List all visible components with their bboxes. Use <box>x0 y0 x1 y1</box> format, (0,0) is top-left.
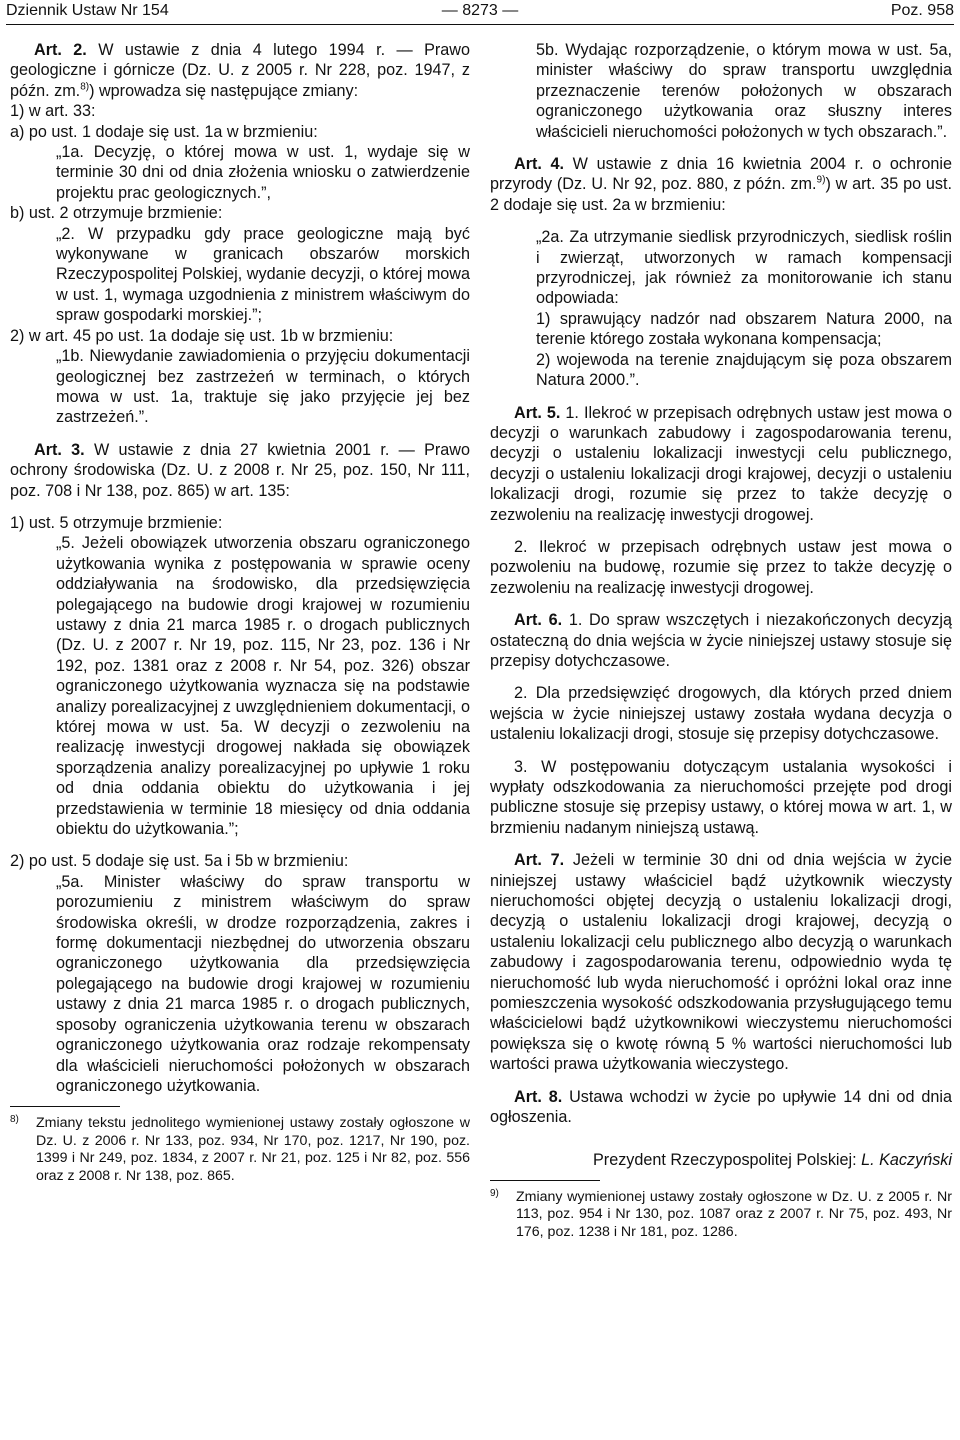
journal-title: Dziennik Ustaw Nr 154 <box>6 2 169 19</box>
article-6-par-3: 3. W postępowaniu dotyczącym ustalania wysokości i wypłaty odszkodowania za nieruchomości przejęte pod drogi publiczne stosuje się przepisy ustawy, o której mowa w art. 1, w brzmieniu nadanym niniejszą ustawą. <box>490 757 952 837</box>
article-4-text-end: ) w art. 35 po ust. 2 dodaje się ust. 2a w brzmieniu: <box>490 175 952 214</box>
footnote-8-text: Zmiany tekstu jednolitego wymienionej ustawy zostały ogłoszone w Dz. U. z 2006 r. Nr 133, poz. 934, Nr 170, poz. 1217, Nr 190, poz. 1399 i Nr 249, poz. 1834, z 2007 r. Nr 21, poz. 125 i Nr 82, poz. 556 oraz z 2008 r. Nr 138, poz. 865. <box>36 1115 470 1184</box>
article-3 <box>10 440 470 501</box>
article-6 <box>490 610 952 671</box>
article-6-text: 1. Do spraw wszczętych i niezakończonych decyzją ostateczną do dnia wejścia w życie niniejszej ustawy stosuje się przepisy dotychczasowe. <box>490 611 952 670</box>
amended-text-5b: 5b. Wydając rozporządzenie, o którym mowa w ust. 5a, minister właściwy do spraw transportu uwzględnia przeznaczenie terenów położonych w obszarach ograniczonego użytkowania oraz słuszny interes właścicieli nieruchomości położonych w tych obszarach.”. <box>536 41 952 141</box>
article-6-label: Art. 6. <box>514 611 563 630</box>
amendment-point-2: 2) w art. 45 po ust. 1a dodaje się ust. 1b w brzmieniu: <box>10 326 394 345</box>
footnote-8-mark: 8) <box>10 1114 19 1126</box>
article-8-label: Art. 8. <box>514 1087 563 1106</box>
article-3-text: W ustawie z dnia 27 kwietnia 2001 r. — Prawo ochrony środowiska (Dz. U. z 2008 r. Nr 25, poz. 150, Nr 111, poz. 708 i Nr 138, poz. 865) w art. 135: <box>10 440 470 500</box>
article-5 <box>490 403 952 525</box>
article-8-text: Ustawa wchodzi w życie po upływie 14 dni od dnia ogłoszenia. <box>490 1087 952 1127</box>
header-rule <box>6 24 954 25</box>
right-column <box>490 40 952 1241</box>
amended-text-2a-point-2: 2) wojewoda na terenie znajdującym się poza obszarem Natura 2000.”. <box>536 350 952 390</box>
footnote-9 <box>490 1189 952 1242</box>
article-3-label: Art. 3. <box>34 440 85 459</box>
signature-title: Prezydent Rzeczypospolitej Polskiej: <box>593 1150 862 1169</box>
article-8 <box>490 1087 952 1128</box>
position-number: Poz. 958 <box>890 2 954 19</box>
footnote-ref-9: 9) <box>816 175 826 187</box>
footnote-8 <box>10 1115 470 1185</box>
footnote-9-text: Zmiany wymienionej ustawy zostały ogłoszone w Dz. U. z 2005 r. Nr 113, poz. 954 i Nr 130, poz. 1087 oraz z 2007 r. Nr 75, poz. 493, Nr 176, poz. 1238 i Nr 181, poz. 1286. <box>516 1188 952 1240</box>
footnote-9-mark: 9) <box>490 1187 499 1199</box>
amendment-sub-a: a) po ust. 1 dodaje się ust. 1a w brzmieniu: <box>10 122 318 141</box>
left-column <box>10 40 470 1185</box>
article-5-label: Art. 5. <box>514 403 561 422</box>
amended-text-5a: „5a. Minister właściwy do spraw transportu w porozumieniu z ministrem właściwym do spraw środowiska określi, w drodze rozporządzenia, zakres i formę dokumentacji niezbędnej do utworzenia obszaru ograniczonego użytkowania dla przedsięwzięcia polegającego na budowie drogi krajowej w rozumieniu ustawy z dnia 21 marca 1985 r. o drogach publicznych, sposoby ograniczenia użytkowania terenu w obszarach ograniczonego użytkowania oraz rodzaje rekompensaty dla właścicieli nieruchomości położonych w obszarach ograniczonego użytkowania. <box>56 872 470 1095</box>
page-header <box>6 0 954 22</box>
article-7-text: Jeżeli w terminie 30 dni od dnia wejścia w życie niniejszej ustawy właściciel bądź użytkownik wieczysty nieruchomości objętej decyzją o ustaleniu lokalizacji drogi, decyzją o ustaleniu lokalizacji drogi krajowej, decyzją o ustaleniu lokalizacji celu publicznego albo decyzją o warunkach zabudowy i zagospodarowania terenu, odpowiednio wyda tę nieruchomość lub wyda nieruchomość i opróżni lokal oraz inne pomieszczenia wysokość odszkodowania przysługującego temu właścicielowi bądź użytkownikowi wieczystemu nieruchomości powiększa się o kwotę równą 5 % wartości nieruchomości lub wartości prawa użytkowania wieczystego. <box>490 851 952 1074</box>
amendment-point-1: 1) w art. 33: <box>10 102 96 121</box>
page-number: — 8273 — <box>441 2 519 19</box>
signature-name: L. Kaczyński <box>861 1150 952 1169</box>
article-7-label: Art. 7. <box>514 851 565 870</box>
article-2-label: Art. 2. <box>34 41 87 59</box>
article-3-point-2: 2) po ust. 5 dodaje się ust. 5a i 5b w brzmieniu: <box>10 852 349 871</box>
amended-text-1b: „1b. Niewydanie zawiadomienia o przyjęciu dokumentacji geologicznej bez zastrzeżeń w terminach, o których mowa w ust. 1a, traktuje się jako przyjęcie jej bez zastrzeżeń.”. <box>56 347 470 427</box>
amended-text-2: „2. W przypadku gdy prace geologiczne mają być wykonywane w granicach obszarów morskich Rzeczypospolitej Polskiej, wydanie decyzji, o której mowa w ust. 1, wymaga uzgodnienia z ministrem właściwym do spraw gospodarki morskiej.”; <box>56 224 470 325</box>
article-3-point-1: 1) ust. 5 otrzymuje brzmienie: <box>10 513 223 532</box>
amended-text-5: „5. Jeżeli obowiązek utworzenia obszaru ograniczonego użytkowania wynika z postępowania w sprawie oceny oddziaływania na środowisko, dla przedsięwzięcia polegającego na budowie drogi krajowej w rozumieniu ustawy z dnia 21 marca 1985 r. o drogach publicznych (Dz. U. z 2007 r. Nr 19, poz. 115, Nr 23, poz. 136 i Nr 192, poz. 1381 oraz z 2008 r. Nr 54, poz. 326) obszar ograniczonego użytkowania wyznacza się na podstawie analizy porealizacyjnej z uwzględnieniem dokumentacji, o której mowa w ust. 5a. W decyzji o zezwoleniu na realizację inwestycji drogowej nakłada się obowiązek sporządzenia analizy porealizacyjnej po upływie 1 roku od dnia oddania obiektu do użytkowania i jej przedstawienia w terminie 18 miesięcy od dnia oddania obiektu do użytkowania.”; <box>56 534 470 839</box>
article-2-text: W ustawie z dnia 4 lutego 1994 r. — Prawo geologiczne i górnicze (Dz. U. z 2005 r. Nr 228, poz. 1947, z późn. zm. <box>10 41 470 100</box>
amended-text-1a: „1a. Decyzję, o której mowa w ust. 1, wydaje się w terminie 30 dni od dnia złożenia wniosku o zatwierdzenie projektu prac geologicznych.”, <box>56 143 470 202</box>
article-5-par-2: 2. Ilekroć w przepisach odrębnych ustaw jest mowa o pozwoleniu na budowę, rozumie się przez to także decyzję o zezwoleniu na realizację inwestycji drogowej. <box>490 537 952 597</box>
article-6-par-2: 2. Dla przedsięwzięć drogowych, dla których przed dniem wejścia w życie niniejszej ustawy została wydana decyzja o ustaleniu lokalizacji drogi, stosuje się przepisy dotychczasowe. <box>490 684 952 744</box>
footnote-ref-8: 8) <box>80 81 90 93</box>
signature <box>490 1150 952 1170</box>
amendment-sub-b: b) ust. 2 otrzymuje brzmienie: <box>10 204 223 223</box>
article-5-text: 1. Ilekroć w przepisach odrębnych ustaw jest mowa o decyzji o warunkach zabudowy i zagospodarowania terenu, decyzji o ustaleniu lokalizacji inwestycji celu publicznego, decyzji o ustaleniu lokalizacji drogi krajowej, decyzji o ustaleniu lokalizacji drogi, rozumie się przez to także decyzję o zezwoleniu na realizację inwestycji drogowej. <box>490 403 952 524</box>
article-2 <box>10 40 470 101</box>
article-4-label: Art. 4. <box>514 155 565 174</box>
amended-text-2a-point-1: 1) sprawujący nadzór nad obszarem Natura 2000, na terenie którego została wykonana kompensacja; <box>536 309 952 349</box>
amended-text-2a: „2a. Za utrzymanie siedlisk przyrodniczych, siedlisk roślin i zwierząt, utworzonych w ramach kompensacji przyrodniczej, jak również za monitorowanie ich stanu odpowiada: <box>536 228 952 308</box>
article-4 <box>490 154 952 215</box>
footnote-rule-right <box>490 1180 600 1181</box>
article-4-text: W ustawie z dnia 16 kwietnia 2004 r. o ochronie przyrody (Dz. U. Nr 92, poz. 880, z późn. zm. <box>490 155 952 194</box>
article-7 <box>490 850 952 1074</box>
article-2-text-end: ) wprowadza się następujące zmiany: <box>89 81 359 100</box>
footnote-rule <box>10 1106 120 1107</box>
